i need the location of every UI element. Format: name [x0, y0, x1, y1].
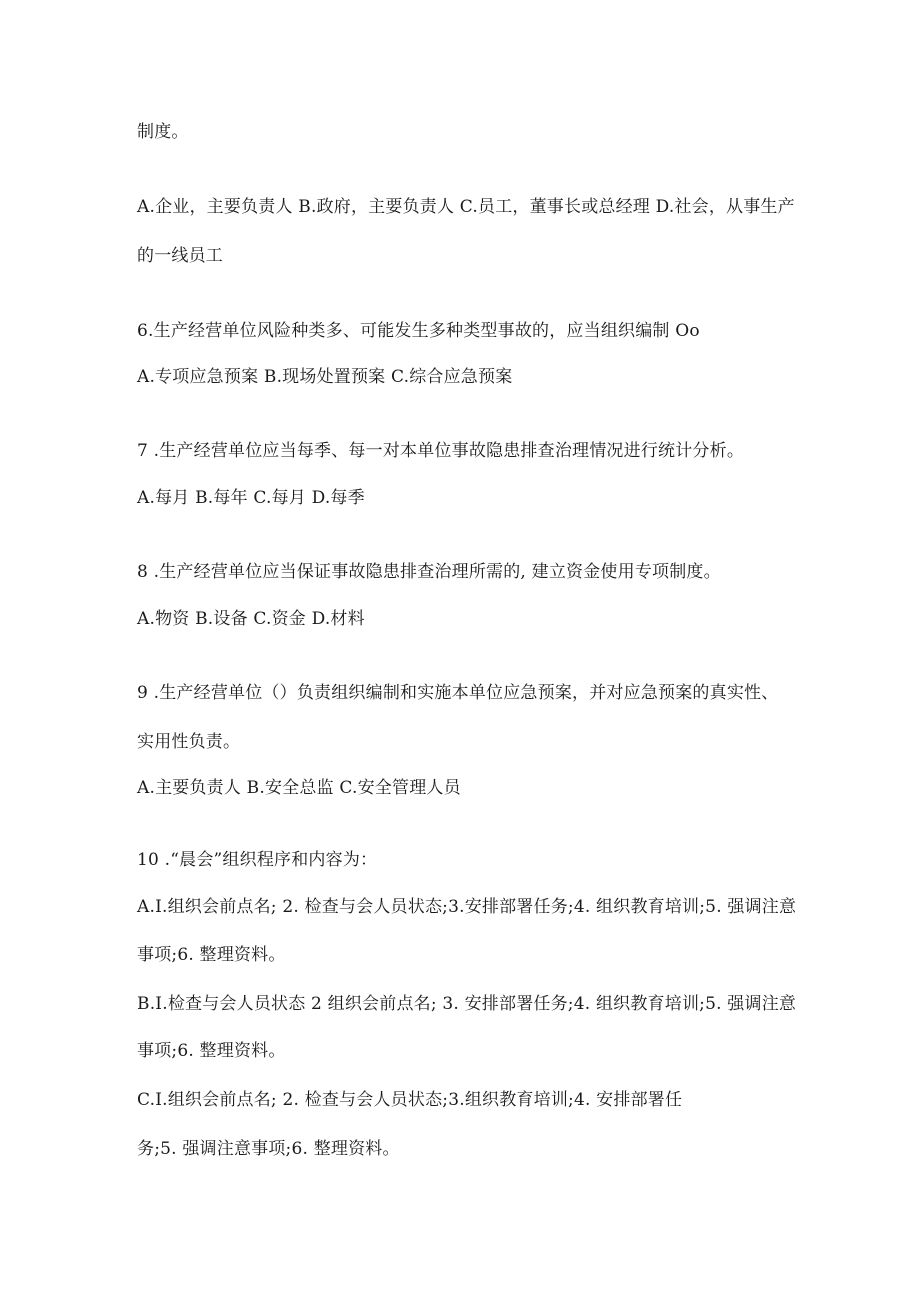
- q5-options-line-2: 的一线员工: [137, 246, 223, 266]
- q10-option-c-line-2: 务;5. 强调注意事项;6. 整理资料。: [137, 1139, 400, 1159]
- q10-option-b-line-2: 事项;6. 整理资料。: [137, 1041, 286, 1061]
- q6-options: A.专项应急预案 B.现场处置预案 C.综合应急预案: [137, 367, 513, 387]
- q10-option-a-line-2: 事项;6. 整理资料。: [137, 945, 286, 965]
- q7-question: 7 .生产经营单位应当每季、每一对本单位事故隐患排查治理情况进行统计分析。: [137, 441, 745, 461]
- q7-options: A.每月 B.每年 C.每月 D.每季: [137, 488, 365, 508]
- q10-option-b-line-1: B.I.检查与会人员状态 2 组织会前点名; 3. 安排部署任务;4. 组织教育培训;5. 强调注意: [137, 994, 797, 1014]
- q10-option-a-line-1: A.I.组织会前点名; 2. 检查与会人员状态;3.安排部署任务;4. 组织教育培训;5. 强调注意: [137, 897, 797, 917]
- q9-question-line-1: 9 .生产经营单位（）负责组织编制和实施本单位应急预案，并对应急预案的真实性、: [137, 683, 779, 703]
- q10-option-c-line-1: C.I.组织会前点名; 2. 检查与会人员状态;3.组织教育培训;4. 安排部署任: [137, 1090, 683, 1110]
- q9-question-line-2: 实用性负责。: [137, 732, 241, 752]
- q9-options: A.主要负责人 B.安全总监 C.安全管理人员: [137, 778, 461, 798]
- text-line-continuation: 制度。: [137, 122, 189, 142]
- q10-question: 10 .“晨会”组织程序和内容为：: [137, 850, 378, 870]
- q5-options-line-1: A.企业，主要负责人 B.政府，主要负责人 C.员工，董事长或总经理 D.社会，从事生产: [137, 197, 795, 217]
- q8-options: A.物资 B.设备 C.资金 D.材料: [137, 609, 365, 629]
- q8-question: 8 .生产经营单位应当保证事故隐患排查治理所需的, 建立资金使用专项制度。: [137, 562, 721, 582]
- q6-question: 6.生产经营单位风险种类多、可能发生多种类型事故的，应当组织编制 Oo: [137, 321, 700, 341]
